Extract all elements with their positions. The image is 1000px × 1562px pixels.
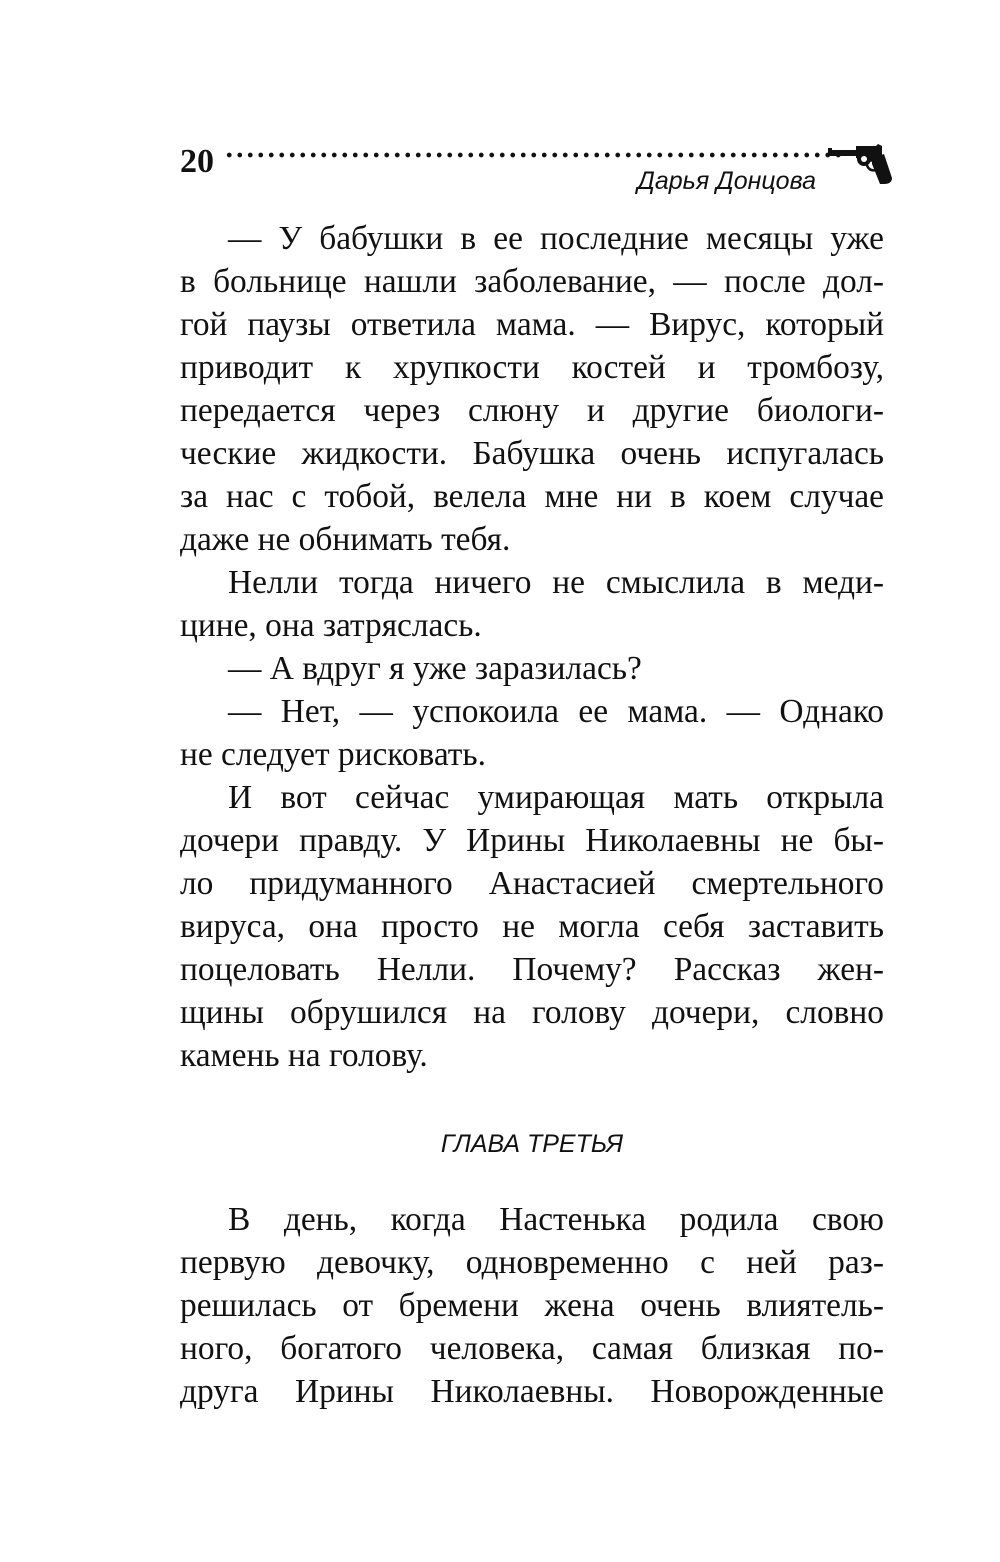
text-line: — Нет, — успокоила ее мама. — Однако (228, 693, 884, 730)
text-line: ло придуманного Анастасией смертельного (180, 865, 884, 902)
text-line: вируса, она просто не могла себя заставить (180, 908, 884, 945)
chapter-heading: ГЛАВА ТРЕТЬЯ (440, 1130, 624, 1158)
text-line: камень на голову. (180, 1037, 428, 1074)
text-line: поцеловать Нелли. Почему? Рассказ жен- (180, 951, 884, 988)
text-block-bottom (180, 1198, 884, 1413)
text-line: щины обрушился на голову дочери, словно (180, 994, 884, 1031)
text-line: передается через слюну и другие биологи- (180, 392, 884, 429)
text-line: Нелли тогда ничего не смыслила в меди- (228, 564, 884, 601)
text-line: за нас с тобой, велела мне ни в коем случае (180, 478, 884, 515)
text-line: в больнице нашли заболевание, — после дол- (180, 263, 884, 300)
text-line: В день, когда Настенька родила свою (228, 1201, 884, 1238)
text-line: ческие жидкости. Бабушка очень испугалась (180, 435, 884, 472)
text-line: — А вдруг я уже заразилась? (228, 650, 642, 687)
text-line: даже не обнимать тебя. (180, 521, 511, 558)
text-line: приводит к хрупкости костей и тромбозу, (180, 349, 884, 386)
text-line: ного, богатого человека, самая близкая по- (180, 1330, 884, 1367)
text-line: решилась от бремени жена очень влиятель- (180, 1287, 884, 1324)
revolver-icon (826, 140, 894, 188)
text-line: цине, она затряслась. (180, 607, 482, 644)
text-line: дочери правду. У Ирины Николаевны не бы- (180, 822, 884, 859)
author-name: Дарья Донцова (637, 167, 816, 195)
text-line: первую девочку, одновременно с ней раз- (180, 1244, 884, 1281)
text-line: друга Ирины Николаевны. Новорожденные (180, 1373, 884, 1410)
text-line: гой паузы ответила мама. — Вирус, который (180, 306, 884, 343)
header-dot-leader (224, 150, 844, 160)
text-line: И вот сейчас умирающая мать открыла (228, 779, 884, 816)
text-block-top (180, 217, 884, 1077)
text-line: — У бабушки в ее последние месяцы уже (228, 220, 884, 257)
text-line: не следует рисковать. (180, 736, 486, 773)
page-number: 20 (180, 143, 214, 180)
